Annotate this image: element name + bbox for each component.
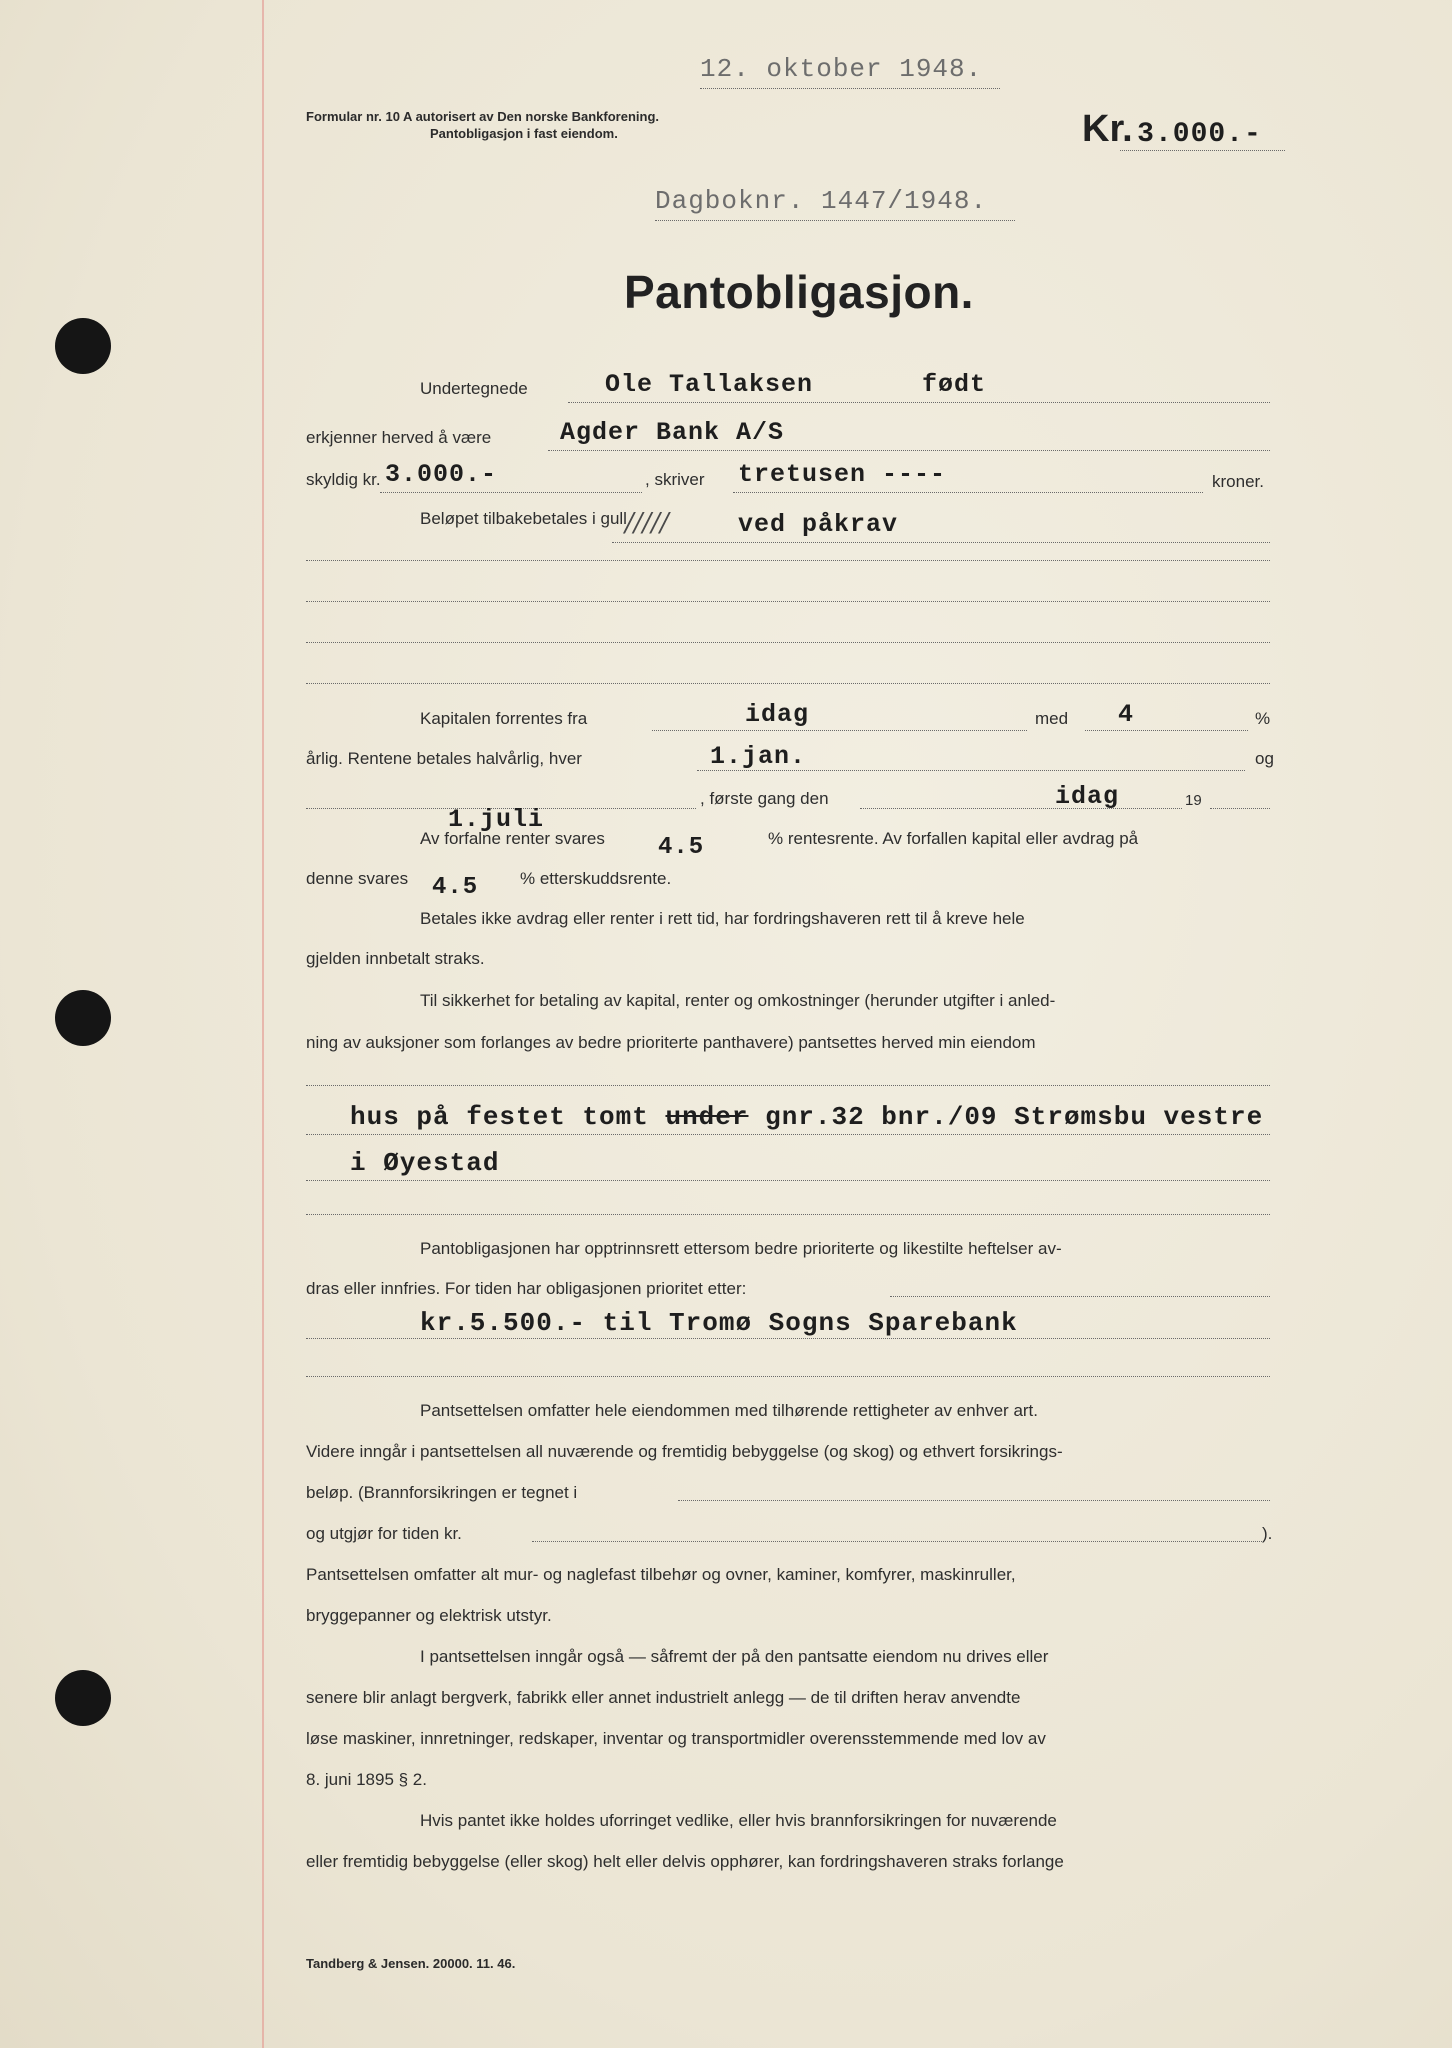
repay-crossout: ///// xyxy=(625,508,669,538)
repay-terms: ved påkrav xyxy=(738,510,899,539)
date-stamp: 12. oktober 1948. xyxy=(700,54,983,84)
currency-label: kroner. xyxy=(1212,472,1264,491)
scope-line-2: Videre inngår i pantsettelsen all nuværende og fremtidig bebyggelse (og skog) og ethvert forsikrings- xyxy=(306,1442,1063,1461)
name-line xyxy=(568,402,1270,403)
writes-label: , skriver xyxy=(645,470,705,489)
punch-hole xyxy=(55,1670,111,1726)
first-time-label: , første gang den xyxy=(700,789,829,808)
interest-rate: 4 xyxy=(1118,700,1135,729)
blank-line-1 xyxy=(306,560,1270,561)
blank-line-4 xyxy=(306,683,1270,684)
property-line-0 xyxy=(306,1085,1270,1086)
interest-from: idag xyxy=(745,700,810,729)
blank-line-2 xyxy=(306,601,1270,602)
arrears-label-post: % etterskuddsrente. xyxy=(520,869,672,888)
with-label: med xyxy=(1035,709,1069,728)
industrial-line-3: løse maskiner, innretninger, redskaper, inventar og transportmidler overensstemmende med lov av xyxy=(306,1729,1046,1748)
arrears-label: denne svares xyxy=(306,869,409,888)
repay-line xyxy=(612,542,1270,543)
scope-line-5: Pantsettelsen omfatter alt mur- og naglefast tilbehør og ovner, kaminer, komfyrer, maskinruller, xyxy=(306,1565,1016,1584)
priority-line-2-rule xyxy=(890,1296,1270,1297)
journal-underline xyxy=(655,220,1015,221)
property-struck-word: under xyxy=(665,1102,749,1132)
percent-sign: % xyxy=(1255,709,1271,728)
second-payment-date: 1.juli xyxy=(448,805,545,834)
industrial-line-1: I pantsettelsen inngår også — såfremt der på den pantsatte eiendom nu drives eller xyxy=(420,1647,1049,1666)
industrial-line-4: 8. juni 1895 § 2. xyxy=(306,1770,427,1789)
priority-blank-rule xyxy=(306,1376,1270,1377)
punch-hole xyxy=(55,318,111,374)
year-line xyxy=(1210,808,1270,809)
priority-line-1: Pantobligasjonen har opptrinnsrett ettersom bedre prioriterte og likestilte heftelser av- xyxy=(420,1239,1062,1258)
first-payment-date: 1.jan. xyxy=(710,742,807,771)
repay-label: Beløpet tilbakebetales i gull xyxy=(420,509,627,528)
form-note-line2: Pantobligasjon i fast eiendom. xyxy=(430,126,618,141)
amount-value: 3.000.- xyxy=(1137,119,1262,150)
document-title: Pantobligasjon. xyxy=(624,266,974,318)
journal-number: Dagboknr. 1447/1948. xyxy=(655,186,988,216)
debtor-name: Ole Tallaksen xyxy=(605,370,814,399)
amount-prefix: Kr. xyxy=(1082,108,1133,150)
year-prefix: 19 xyxy=(1185,792,1202,809)
default-line-2: gjelden innbetalt straks. xyxy=(306,949,485,968)
first-time-value: idag xyxy=(1055,782,1120,811)
overdue-label-post: % rentesrente. Av forfallen kapital eller avdrag på xyxy=(768,829,1139,848)
amount-words: tretusen ---- xyxy=(738,460,947,489)
amount-box xyxy=(1082,108,1262,151)
property-line-1 xyxy=(350,1102,1263,1132)
overdue-rate: 4.5 xyxy=(658,834,705,861)
property-line-2-rule xyxy=(306,1180,1270,1181)
acknowledge-label: erkjenner herved å være xyxy=(306,428,492,447)
first-time-line xyxy=(860,808,1182,809)
capital-label: Kapitalen forrentes fra xyxy=(420,709,588,728)
creditor-name: Agder Bank A/S xyxy=(560,418,785,447)
born-label: født xyxy=(922,370,987,399)
undersigned-label: Undertegnede xyxy=(420,379,528,398)
arrears-rate: 4.5 xyxy=(432,874,479,901)
prior-lien: kr.5.500.- til Tromø Sogns Sparebank xyxy=(420,1308,1018,1338)
property-line-3-rule xyxy=(306,1214,1270,1215)
from-line xyxy=(652,730,1027,731)
annually-line: årlig. Rentene betales halvårlig, hver xyxy=(306,749,582,768)
creditor-line xyxy=(548,450,1270,451)
scope-line-4-end: ). xyxy=(1262,1524,1273,1543)
insured-amount-rule xyxy=(532,1541,1262,1542)
margin-rule xyxy=(262,0,264,2048)
security-line-2: ning av auksjoner som forlanges av bedre prioriterte panthavere) pantsettes herved min eiendom xyxy=(306,1033,1036,1052)
property-line-1-rule xyxy=(306,1134,1270,1135)
industrial-line-2: senere blir anlagt bergverk, fabrikk eller annet industrielt anlegg — de til driften herav anvendte xyxy=(306,1688,1021,1707)
words-line xyxy=(733,492,1203,493)
prior-lien-rule xyxy=(306,1338,1270,1339)
blank-line-3 xyxy=(306,642,1270,643)
punch-hole xyxy=(55,990,111,1046)
rate-line xyxy=(1085,730,1248,731)
owing-line xyxy=(380,492,642,493)
property-desc: hus på festet tomt xyxy=(350,1102,649,1132)
insurance-rule xyxy=(678,1500,1270,1501)
owing-amount: 3.000.- xyxy=(385,460,498,489)
date-underline xyxy=(700,88,1000,89)
scope-line-4: og utgjør for tiden kr. xyxy=(306,1524,462,1543)
security-line-1: Til sikkerhet for betaling av kapital, renter og omkostninger (herunder utgifter i anled- xyxy=(420,991,1056,1010)
overdue-label: Av forfalne renter svares xyxy=(420,829,605,848)
maintenance-line-1: Hvis pantet ikke holdes uforringet vedlike, eller hvis brannforsikringen for nuværende xyxy=(420,1811,1057,1830)
priority-line-2: dras eller innfries. For tiden har obligasjonen prioritet etter: xyxy=(306,1279,747,1298)
form-note-line1: Formular nr. 10 A autorisert av Den norske Bankforening. xyxy=(306,109,660,124)
scope-line-3: beløp. (Brannforsikringen er tegnet i xyxy=(306,1483,578,1502)
default-line-1: Betales ikke avdrag eller renter i rett tid, har fordringshaveren rett til å kreve hele xyxy=(420,909,1025,928)
scope-line-6: bryggepanner og elektrisk utstyr. xyxy=(306,1606,552,1625)
property-cadastre: gnr.32 bnr./09 Strømsbu vestre xyxy=(765,1102,1264,1132)
maintenance-line-2: eller fremtidig bebyggelse (eller skog) helt eller delvis opphører, kan fordringshaveren straks forlange xyxy=(306,1852,1064,1871)
amount-underline xyxy=(1120,150,1285,151)
property-municipality: i Øyestad xyxy=(350,1148,500,1178)
printer-imprint: Tandberg & Jensen. 20000. 11. 46. xyxy=(306,1956,516,1971)
and-label: og xyxy=(1255,749,1274,768)
scope-line-1: Pantsettelsen omfatter hele eiendommen med tilhørende rettigheter av enhver art. xyxy=(420,1401,1039,1420)
first-date-line xyxy=(697,770,1245,771)
owing-label: skyldig kr. xyxy=(306,470,381,489)
